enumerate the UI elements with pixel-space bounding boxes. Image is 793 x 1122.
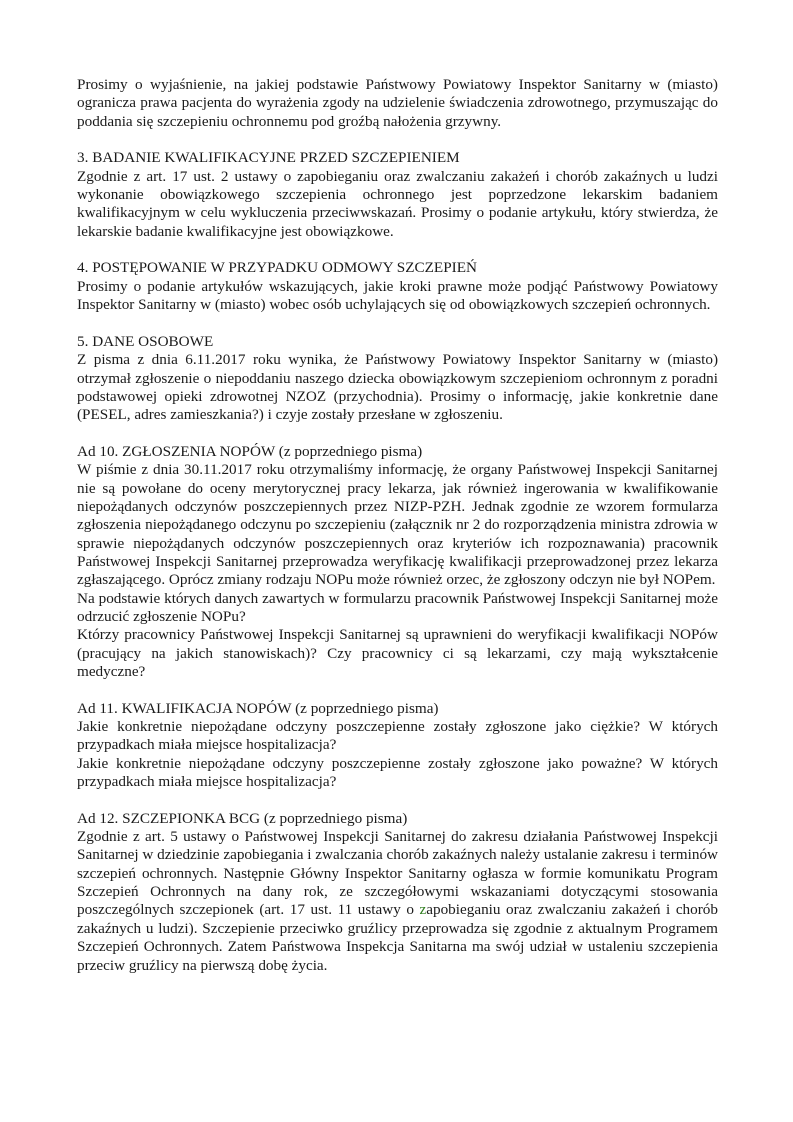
section-paragraph: Zgodnie z art. 17 ust. 2 ustawy o zapobieganiu oraz zwalczaniu zakażeń i chorób zakaźnych u ludzi wykonanie obowiązkowego szczepienia ochronnego jest poprzedzone lekarskim badaniem kwalifikacyjnym w celu wykluczenia przeciwwskazań. Prosimy o podanie artykułu, który stwierdza, że lekarskie badanie kwalifikacyjne jest obowiązkowe. — [77, 167, 718, 240]
section-heading: Ad 11. KWALIFIKACJA NOPÓW (z poprzedniego pisma) — [77, 699, 439, 717]
section-paragraph: Jakie konkretnie niepożądane odczyny poszczepienne zostały zgłoszone jako poważne? W których przypadkach miała miejsce hospitalizacja? — [77, 754, 718, 791]
document-page — [77, 76, 718, 993]
section-paragraph: Prosimy o podanie artykułów wskazujących, jakie kroki prawne może podjąć Państwowy Powiatowy Inspektor Sanitarny w (miasto) wobec osób uchylających się od obowiązkowych szczepień ochronnych. — [77, 277, 718, 314]
paragraph-text-before: Zgodnie z art. 5 ustawy o Państwowej Inspekcji Sanitarnej do zakresu działania Państwowej Inspekcji Sanitarnej w dziedzinie zapobiegania i zwalczania chorób zakaźnych należy ustalanie zakresu i terminów szczepień ochronnych. Następnie Główny Inspektor Sanitarny ogłasza w formie komunikatu Program Szczepień Ochronnych na dany rok, ze szczegółowymi wskazaniami dotyczącymi stosowania poszczególnych szczepionek (art. 17 ust. 11 ustawy o — [77, 828, 718, 919]
section-dane-osobowe — [77, 333, 718, 425]
section-paragraph: Z pisma z dnia 6.11.2017 roku wynika, że Państwowy Powiatowy Inspektor Sanitarny w (miasto) otrzymał zgłoszenie o niepoddaniu naszego dziecka obowiązkowym szczepieniom ochronnym z poradni podstawowej opieki zdrowotnej NZOZ (przychodnia). Prosimy o informację, jakie konkretnie dane (PESEL, adres zamieszkania?) i czyje zostały przesłane w zgłoszeniu. — [77, 351, 718, 424]
section-zgloszenia-nopow — [77, 443, 718, 681]
section-heading: 3. BADANIE KWALIFIKACYJNE PRZED SZCZEPIENIEM — [77, 149, 460, 167]
section-heading: Ad 10. ZGŁOSZENIA NOPÓW (z poprzedniego pisma) — [77, 442, 423, 460]
section-badanie-kwalifikacyjne — [77, 149, 718, 241]
section-kwalifikacja-nopow — [77, 700, 718, 792]
section-paragraph: Jakie konkretnie niepożądane odczyny poszczepienne zostały zgłoszone jako ciężkie? W których przypadkach miała miejsce hospitalizacja? — [77, 718, 718, 754]
section-heading: 4. POSTĘPOWANIE W PRZYPADKU ODMOWY SZCZEPIEŃ — [77, 259, 477, 277]
intro-paragraph: Prosimy o wyjaśnienie, na jakiej podstawie Państwowy Powiatowy Inspektor Sanitarny w (miasto) ogranicza prawa pacjenta do wyrażenia zgody na udzielenie świadczenia zdrowotnego, przymuszając do poddania się szczepieniu ochronnemu pod groźbą nałożenia grzywny. — [77, 76, 718, 130]
section-paragraph: Na podstawie których danych zawartych w formularzu pracownik Państwowej Inspekcji Sanitarnej może odrzucić zgłoszenie NOPu? — [77, 589, 718, 625]
section-paragraph: W piśmie z dnia 30.11.2017 roku otrzymaliśmy informację, że organy Państwowej Inspekcji Sanitarnej nie są powołane do oceny merytorycznej pracy lekarza, jak również ingerowania w kwalifikowanie niepożądanych odczynów poszczepiennych przez NIZP-PZH. Jednak zgodnie ze wzorem formularza zgłoszenia niepożądanego odczynu po szczepieniu (załącznik nr 2 do rozporządzenia ministra zdrowia w sprawie niepożądanych odczynów poszczepiennych oraz kryteriów ich rozpoznawania) pracownik Państwowej Inspekcji Sanitarnej przeprowadza weryfikację kwalifikacji przeprowadzonej przez lekarza zgłaszającego. Oprócz zmiany rodzaju NOPu może również orzec, że zgłoszony odczyn nie był NOPem. — [77, 461, 718, 589]
section-paragraph — [77, 828, 718, 975]
section-postepowanie-odmowa — [77, 259, 718, 314]
section-heading: 5. DANE OSOBOWE — [77, 332, 214, 350]
section-paragraph: Którzy pracownicy Państwowej Inspekcji Sanitarnej są uprawnieni do weryfikacji kwalifikacji NOPów (pracujący na jakich stanowiskach)? Czy pracownicy ci są lekarzami, czy mają wykształcenie medyczne? — [77, 626, 718, 680]
section-szczepionka-bcg — [77, 810, 718, 975]
section-heading: Ad 12. SZCZEPIONKA BCG (z poprzedniego pisma) — [77, 809, 408, 827]
highlighted-letter: z — [419, 901, 427, 919]
intro-section — [77, 76, 718, 131]
paragraph-text-after: apobieganiu oraz zwalczaniu zakażeń i chorób zakaźnych u ludzi). Szczepienie przeciwko gruźlicy przeprowadza się zgodnie z aktualnym Programem Szczepień Ochronnych. Zatem Państwowa Inspekcja Sanitarna ma swój udział w ustaleniu szczepienia przeciw gruźlicy na pierwszą dobę życia. — [77, 901, 718, 974]
